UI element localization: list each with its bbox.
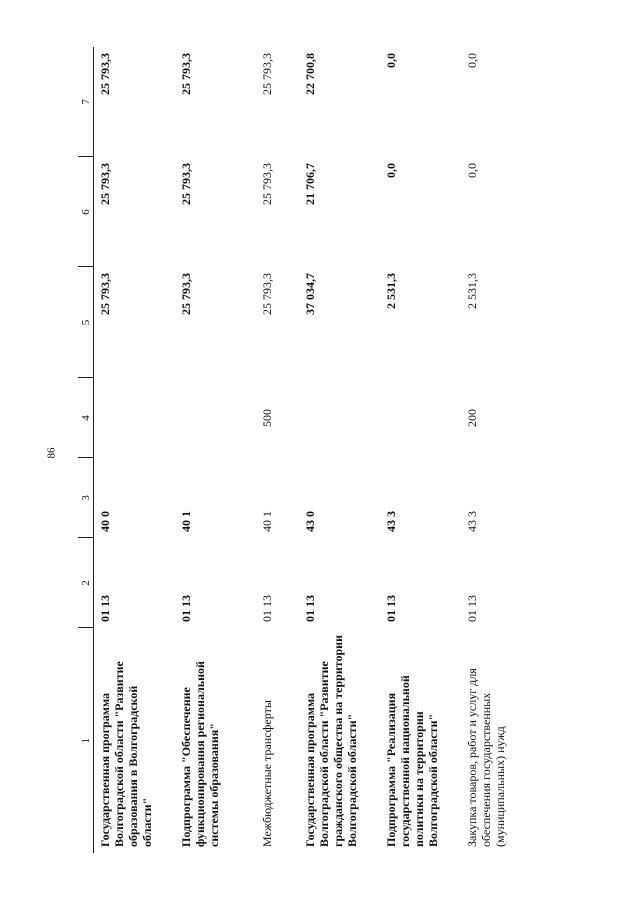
row-section-code: 01 13 [384, 595, 398, 622]
col-header-6: 6 [78, 157, 94, 267]
row-amount-7: 25 793,3 [98, 53, 112, 95]
page-number: 86 [45, 447, 58, 459]
table-row [94, 47, 176, 853]
col-header-5: 5 [78, 267, 94, 378]
row-amount-7: 0,0 [465, 53, 479, 68]
row-amount-7: 25 793,3 [260, 53, 274, 95]
row-amount-5: 37 034,7 [303, 273, 317, 315]
row-program-code: 43 3 [384, 511, 398, 532]
row-section-code: 01 13 [260, 595, 274, 622]
row-expense-type: 200 [465, 409, 479, 427]
col-header-1: 1 [78, 628, 94, 853]
row-section-code: 01 13 [465, 595, 479, 622]
table-row [461, 47, 530, 853]
col-header-2: 2 [78, 538, 94, 628]
table-row [175, 47, 256, 853]
header-row [78, 47, 94, 853]
row-program-code: 40 1 [260, 511, 274, 532]
row-section-code: 01 13 [179, 595, 193, 622]
row-expense-type [175, 378, 256, 458]
col-header-4: 4 [78, 378, 94, 458]
row-section-code: 01 13 [303, 595, 317, 622]
rotated-table-container [78, 47, 578, 853]
table-row [299, 47, 380, 853]
row-amount-5: 25 793,3 [260, 273, 274, 315]
row-name: Государственная программа Волгоградской области "Развитие образования в Волгоградской области" [98, 661, 154, 847]
row-amount-7: 0,0 [384, 53, 398, 68]
row-amount-5: 2 531,3 [384, 273, 398, 309]
row-name: Закупка товаров, работ и услуг для обеспечения государственных (муниципальных) нужд [465, 668, 507, 847]
row-amount-5: 25 793,3 [179, 273, 193, 315]
row-amount-7: 22 700,8 [303, 53, 317, 95]
row-name: Подпрограмма "Реализация государственной национальной политики на территории Волгоградской области" [384, 675, 440, 847]
col-header-7: 7 [78, 47, 94, 157]
row-program-code: 43 3 [465, 511, 479, 532]
row-amount-5: 25 793,3 [98, 273, 112, 315]
row-amount-6: 25 793,3 [260, 163, 274, 205]
row-expense-type [299, 378, 380, 458]
row-expense-type [380, 378, 461, 458]
col-header-3: 3 [78, 458, 94, 538]
row-amount-7: 25 793,3 [179, 53, 193, 95]
row-program-code: 40 0 [98, 511, 112, 532]
row-name: Подпрограмма "Обеспечение функционирования региональной системы образования" [179, 661, 221, 847]
row-name: Государственная программа Волгоградской области "Развитие гражданского общества на территории Волгоградской области" [303, 635, 359, 847]
table-row [256, 47, 299, 853]
row-name: Межбюджетные трансферты [260, 700, 274, 847]
row-expense-type [94, 378, 176, 458]
budget-table [78, 47, 530, 853]
row-amount-5: 2 531,3 [465, 273, 479, 309]
row-program-code: 40 1 [179, 511, 193, 532]
row-amount-6: 0,0 [465, 163, 479, 178]
table-row [380, 47, 461, 853]
row-amount-6: 0,0 [384, 163, 398, 178]
row-expense-type: 500 [260, 409, 274, 427]
row-amount-6: 25 793,3 [98, 163, 112, 205]
row-section-code: 01 13 [98, 595, 112, 622]
row-amount-6: 21 706,7 [303, 163, 317, 205]
row-program-code: 43 0 [303, 511, 317, 532]
row-amount-6: 25 793,3 [179, 163, 193, 205]
